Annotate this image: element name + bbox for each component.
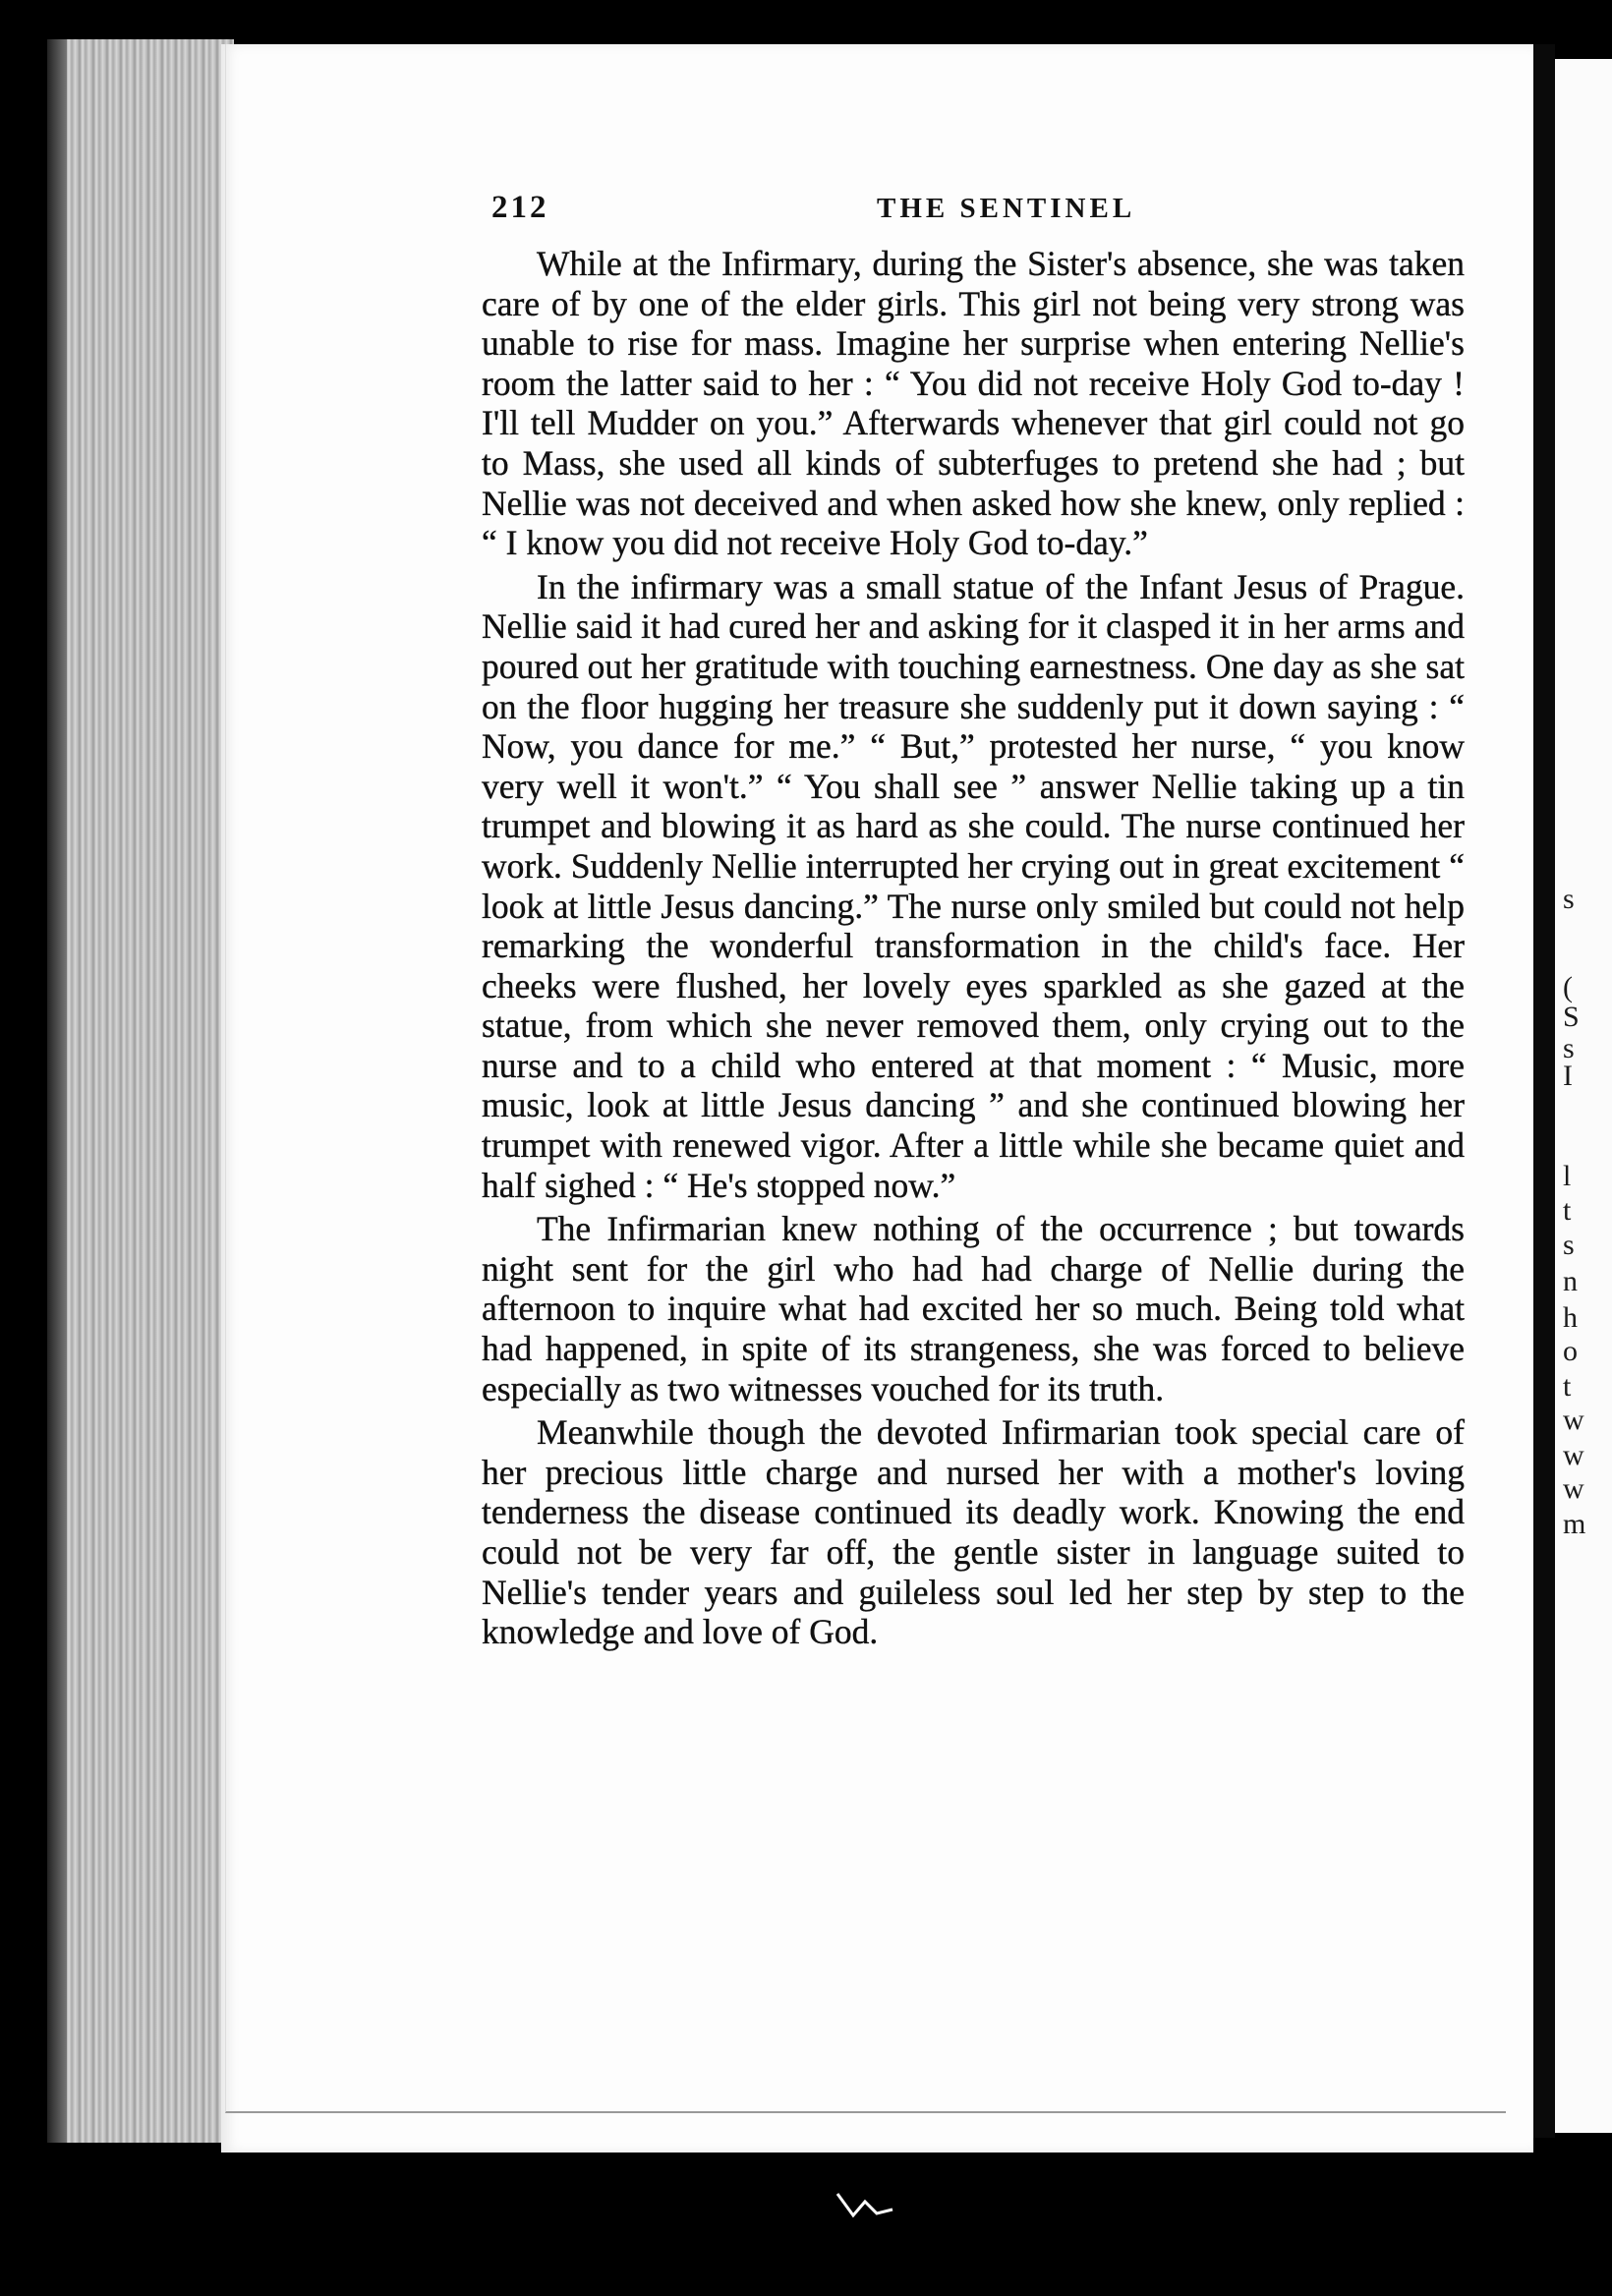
- adjacent-page-fragment: o: [1563, 1335, 1578, 1367]
- adjacent-page-fragment: s: [1563, 1229, 1575, 1261]
- adjacent-page-fragment: l: [1563, 1160, 1572, 1192]
- body-text: [482, 244, 1465, 1652]
- adjacent-page-fragment: w: [1563, 1472, 1584, 1505]
- paragraph: The Infirmarian knew nothing of the occurrence ; but towards night sent for the girl who had had charge of Nellie during the afternoon to inquire what had excited her so much. Being told what had happened, in spite of its strangeness, she was forced to believe especially as two witnesses vouched for its truth.: [482, 1209, 1465, 1408]
- running-head: THE SENTINEL: [877, 193, 1136, 224]
- adjacent-page-fragment: s: [1563, 883, 1575, 915]
- book-spine-shadow: [47, 39, 67, 2143]
- adjacent-page-fragment: w: [1563, 1439, 1584, 1471]
- scan-artifact-mark: [835, 2190, 894, 2219]
- page-number: 212: [491, 190, 549, 225]
- adjacent-page-fragment: s: [1563, 1032, 1575, 1064]
- adjacent-page-fragment: (: [1563, 971, 1573, 1004]
- adjacent-page-fragment: n: [1563, 1265, 1578, 1297]
- adjacent-page-fragment: I: [1563, 1060, 1573, 1092]
- paragraph: While at the Infirmary, during the Sister's absence, she was taken care of by one of the elder girls. This girl not being very strong was unable to rise for mass. Imagine her surprise when entering Nellie's room the latter said to her : “ You did not receive Holy God to-day ! I'll tell Mudder on you.” Afterwards whenever that girl could not go to Mass, she used all kinds of subterfuges to pretend she had ; but Nellie was not deceived and when asked how she knew, only replied : “ I know you did not receive Holy God to-day.”: [482, 244, 1465, 563]
- adjacent-page-fragment: m: [1563, 1508, 1586, 1540]
- paragraph: Meanwhile though the devoted Infirmarian took special care of her precious little charge and nursed her with a mother's loving tenderness the disease continued its deadly work. Knowing the end could not be very far off, the gentle sister in language suited to Nellie's tender years and guileless soul led her step by step to the knowledge and love of God.: [482, 1412, 1465, 1652]
- book-page-edges: [47, 39, 234, 2143]
- adjacent-page-fragment: S: [1563, 1001, 1580, 1033]
- adjacent-page-sliver: [1555, 59, 1612, 2133]
- adjacent-page-fragment: t: [1563, 1194, 1572, 1227]
- adjacent-page-fragment: h: [1563, 1301, 1578, 1334]
- book-gutter: [1533, 44, 1555, 2138]
- adjacent-page-fragment: t: [1563, 1370, 1572, 1403]
- paragraph: In the infirmary was a small statue of the Infant Jesus of Prague. Nellie said it had cured her and asking for it clasped it in her arms and poured out her gratitude with touching earnestness. One day as she sat on the floor hugging her treasure she suddenly put it down saying : “ Now, you dance for me.” “ But,” protested her nurse, “ you know very well it won't.” “ You shall see ” answer Nellie taking up a tin trumpet and blowing it as hard as she could. The nurse continued her work. Suddenly Nellie interrupted her crying out in great excitement “ look at little Jesus dancing.” The nurse only smiled but could not help remarking the wonderful transformation in the child's face. Her cheeks were flushed, her lovely eyes sparkled as she gazed at the statue, from which she never removed them, only crying out to the nurse and to a child who entered at that moment : “ Music, more music, look at little Jesus dancing ” and she continued blowing her trumpet with renewed vigor. After a little while she became quiet and half sighed : “ He's stopped now.”: [482, 566, 1465, 1205]
- adjacent-page-fragment: w: [1563, 1404, 1584, 1436]
